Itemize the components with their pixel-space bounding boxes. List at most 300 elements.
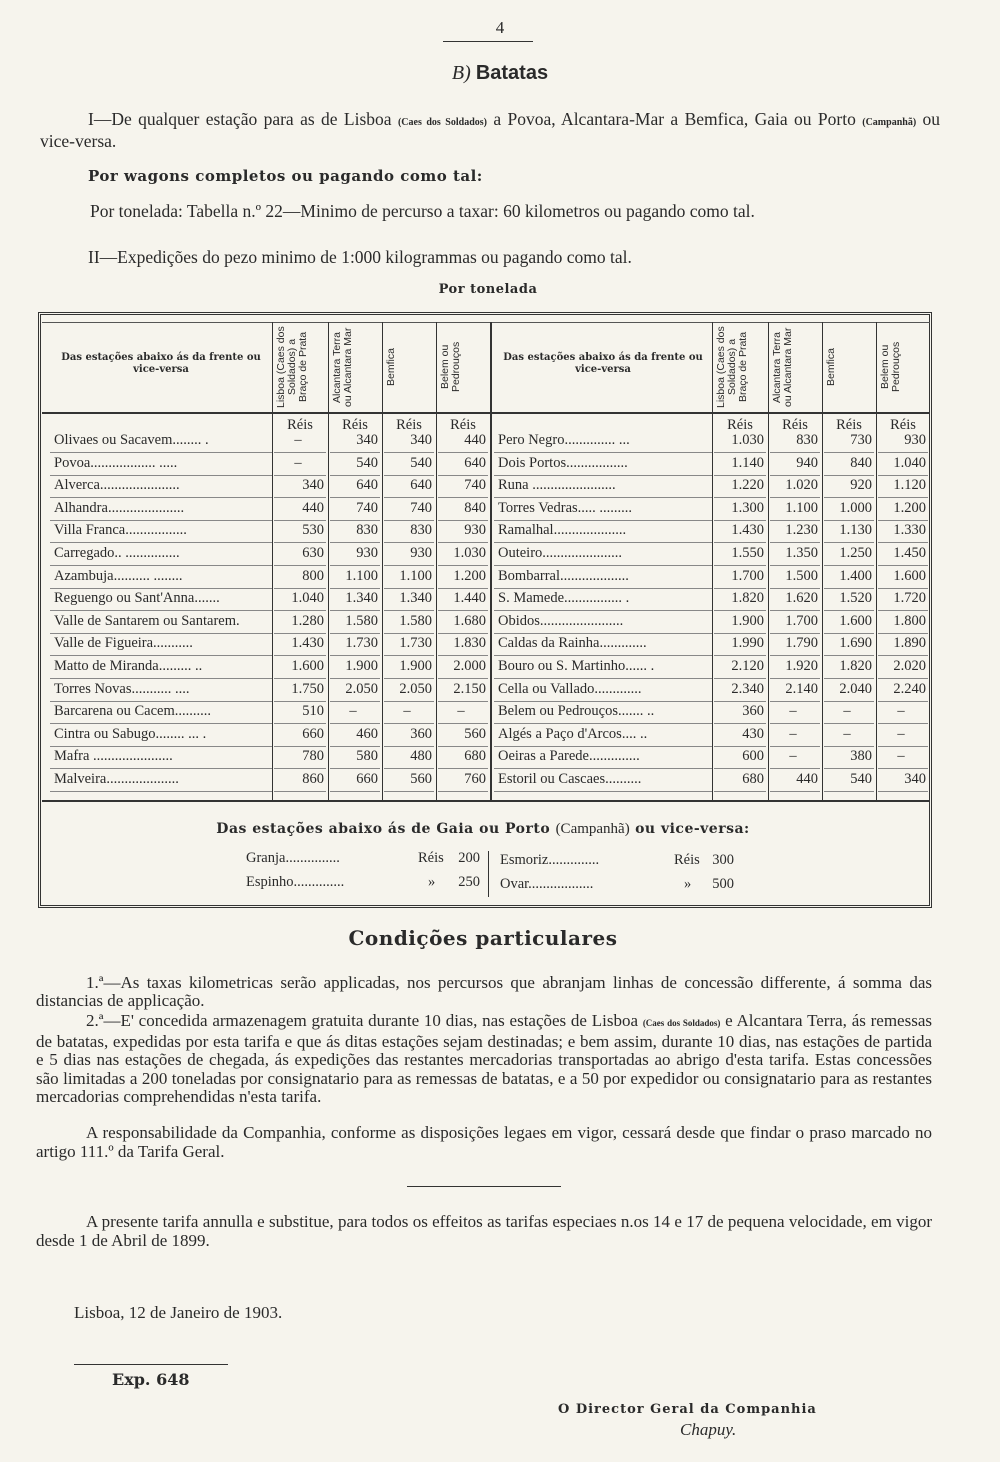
row-line-left <box>50 746 272 747</box>
cell-line-right <box>714 678 766 679</box>
rate-cell-right: 920 <box>850 477 872 494</box>
rate-cell-right: 360 <box>742 703 764 720</box>
rate-cell-right: 1.230 <box>785 522 818 539</box>
row-line-left <box>50 723 272 724</box>
cell-line-right <box>878 610 928 611</box>
cell-line-right <box>770 723 820 724</box>
unit-label-right: Réis <box>727 417 753 433</box>
annul-paragraph: A presente tarifa annulla e substitue, para todos os effeitos as tarifas especiaes n.os 14 e 17 de pequena velocidade, em vigor desde 1 de Abril de 1899. <box>36 1212 932 1250</box>
rate-cell-left: 360 <box>410 725 432 742</box>
cell-line-left <box>330 655 380 656</box>
rate-cell-left: 640 <box>410 477 432 494</box>
rate-cell-right: 1.520 <box>839 590 872 607</box>
cell-line-left <box>438 542 488 543</box>
cell-line-right <box>824 678 874 679</box>
cell-line-right <box>824 610 874 611</box>
cell-line-left <box>438 565 488 566</box>
gaia-station-name: Espinho.............. <box>246 874 345 890</box>
rate-cell-right: – <box>897 703 905 720</box>
tonelada-line: Por tonelada: Tabella n.º 22—Minimo de percurso a taxar: 60 kilometros ou pagando como tal. <box>90 201 755 221</box>
rate-cell-right: 1.820 <box>731 590 764 607</box>
rate-cell-left: 780 <box>302 748 324 765</box>
cell-line-left <box>438 746 488 747</box>
cell-line-left <box>384 497 434 498</box>
rate-cell-right: 440 <box>796 771 818 787</box>
cell-line-left <box>330 768 380 769</box>
header-top-line <box>42 322 930 323</box>
cell-line-left <box>274 588 326 589</box>
unit-label-right: Réis <box>782 417 808 433</box>
cell-line-left <box>274 791 326 792</box>
rate-cell-right: 340 <box>904 771 926 787</box>
rate-cell-left: 740 <box>410 499 432 516</box>
rate-cell-right: 1.820 <box>839 658 872 674</box>
cell-line-right <box>878 588 928 589</box>
cell-line-left <box>274 542 326 543</box>
rate-cell-left: 580 <box>356 748 378 765</box>
cell-line-left <box>384 655 434 656</box>
condition-1: 1.ª—As taxas kilometricas serão applicadas, nos percursos que abranjam linhas de concessão differente, á somma das distancias de applicação. <box>36 973 932 1010</box>
station-name-right: Ramalhal.................... <box>498 522 627 539</box>
cell-line-right <box>770 542 820 543</box>
cell-line-left <box>384 633 434 634</box>
director-title: O Director Geral da Companhia <box>558 1402 817 1417</box>
cell-line-right <box>770 497 820 498</box>
cell-line-right <box>824 452 874 453</box>
gaia-value: 250 <box>458 874 480 890</box>
station-name-left: Alverca...................... <box>54 477 180 494</box>
column-header-left-2: Bemfica <box>385 348 397 386</box>
cell-line-left <box>330 520 380 521</box>
rate-cell-right: 1.600 <box>839 612 872 629</box>
rate-cell-right: 1.300 <box>731 499 764 516</box>
rate-cell-left: 560 <box>410 771 432 787</box>
rate-cell-left: 530 <box>302 522 324 539</box>
rate-cell-left: 1.280 <box>291 612 324 629</box>
cell-line-right <box>714 610 766 611</box>
station-name-left: Valle de Figueira........... <box>54 635 193 652</box>
cell-line-right <box>878 633 928 634</box>
rate-cell-left: 1.430 <box>291 635 324 652</box>
gaia-heading: Das estações abaixo ás de Gaia ou Porto (Campanhã) ou vice-versa: <box>216 821 750 837</box>
paragraph-1: I—De qualquer estação para as de Lisboa (Caes dos Soldados) a Povoa, Alcantara-Mar a Bemfica, Gaia ou Porto (Campanhã) ou vice-versa. <box>40 109 941 151</box>
condition-2: 2.ª—E' concedida armazenagem gratuita durante 10 dias, nas estações de Lisboa (Caes dos Soldados) e Alcantara Terra, ás remessas de batatas, expedidas por esta tarifa e que ás ditas estações sejam destinadas; e bem assim, durante 10 dias, nas estações de partida e 5 dias nas estações de chegada, ás expedições das restantes mercadorias transportadas ao abrigo d'esta tarifa. Estas concessões são limitadas a 200 toneladas por consignatario para as remessas de batatas, e a 50 por expedidor ou consignatario para as restantes mercadorias comprehendidas n'esta tarifa. <box>36 1011 932 1106</box>
cell-line-right <box>714 701 766 702</box>
gaia-value: 500 <box>712 876 734 892</box>
station-name-left: Alhandra..................... <box>54 499 185 516</box>
rate-cell-right: 1.200 <box>893 499 926 516</box>
cell-line-right <box>714 452 766 453</box>
rate-cell-right: 1.690 <box>839 635 872 652</box>
station-name-right: Bouro ou S. Martinho...... . <box>498 658 655 674</box>
rate-cell-left: 480 <box>410 748 432 765</box>
rate-cell-right: 2.120 <box>731 658 764 674</box>
rate-cell-left: 1.440 <box>453 590 486 607</box>
gaia-value: 200 <box>458 850 480 866</box>
rate-cell-left: 930 <box>356 545 378 561</box>
rate-cell-left: 1.030 <box>453 545 486 561</box>
row-line-right <box>494 791 712 792</box>
rate-cell-right: 430 <box>742 725 764 742</box>
cell-line-left <box>330 452 380 453</box>
cell-line-right <box>714 497 766 498</box>
rate-cell-left: 560 <box>464 725 486 742</box>
rate-cell-left: 1.040 <box>291 590 324 607</box>
station-name-left: Mafra ...................... <box>54 748 173 765</box>
row-line-right <box>494 475 712 476</box>
row-line-right <box>494 497 712 498</box>
row-line-left <box>50 520 272 521</box>
column-header-left-0: Lisboa (Caes dos Soldados) a Braço de Prata <box>275 326 309 408</box>
col-line-left <box>490 322 492 800</box>
cell-line-right <box>714 565 766 566</box>
section-letter: B) <box>451 62 471 84</box>
cell-line-left <box>384 791 434 792</box>
condition-3: A responsabilidade da Companhia, conforme as disposições legaes em vigor, cessará desde que findar o praso marcado no artigo 111.º da Tarifa Geral. <box>36 1123 932 1161</box>
rate-cell-right: – <box>897 725 905 742</box>
rate-cell-right: 1.250 <box>839 545 872 561</box>
rate-cell-left: – <box>457 703 465 720</box>
rate-cell-left: 1.580 <box>399 612 432 629</box>
row-line-left <box>50 610 272 611</box>
cell-line-right <box>824 655 874 656</box>
rate-cell-left: 930 <box>410 545 432 561</box>
cell-line-left <box>384 475 434 476</box>
cell-line-right <box>714 723 766 724</box>
row-line-right <box>494 746 712 747</box>
rate-cell-right: 2.020 <box>893 658 926 674</box>
rate-cell-left: 460 <box>356 725 378 742</box>
rate-cell-left: 2.000 <box>453 658 486 674</box>
rate-cell-left: 440 <box>302 499 324 516</box>
rate-cell-left: 340 <box>410 432 432 448</box>
rate-cell-left: – <box>403 703 411 720</box>
rate-cell-left: – <box>294 432 302 448</box>
column-header-left-3: Belem ou Pedrouços <box>439 341 462 393</box>
rate-cell-right: 1.330 <box>893 522 926 539</box>
rate-cell-right: 1.120 <box>893 477 926 494</box>
rate-cell-right: – <box>843 725 851 742</box>
cell-line-left <box>330 588 380 589</box>
row-line-left <box>50 452 272 453</box>
body-bottom-line <box>42 800 930 802</box>
cell-line-right <box>878 655 928 656</box>
station-name-right: Dois Portos................. <box>498 454 628 471</box>
cell-line-left <box>384 452 434 453</box>
rate-cell-left: 1.830 <box>453 635 486 652</box>
column-header-right-1: Alcantara Terra ou Alcantara Mar <box>771 327 794 407</box>
cell-line-left <box>384 701 434 702</box>
rate-cell-left: 1.730 <box>399 635 432 652</box>
rate-cell-left: 1.200 <box>453 567 486 584</box>
signature: Chapuy. <box>680 1420 737 1439</box>
gaia-unit: Réis <box>418 850 444 866</box>
por-tonelada-heading: Por tonelada <box>438 282 538 297</box>
rate-cell-left: 1.900 <box>345 658 378 674</box>
rate-cell-left: 1.680 <box>453 612 486 629</box>
rate-cell-right: 1.800 <box>893 612 926 629</box>
cell-line-left <box>438 497 488 498</box>
station-name-right: Pero Negro.............. ... <box>498 432 630 448</box>
rate-cell-right: 1.500 <box>785 567 818 584</box>
rate-cell-left: 510 <box>302 703 324 720</box>
cell-line-left <box>438 588 488 589</box>
rate-cell-right: 1.550 <box>731 545 764 561</box>
cell-line-right <box>824 701 874 702</box>
station-name-right: S. Mamede................ . <box>498 590 630 607</box>
cell-line-right <box>770 520 820 521</box>
rate-cell-right: 1.000 <box>839 499 872 516</box>
column-header-right-2: Bemfica <box>825 348 837 386</box>
cell-line-left <box>274 655 326 656</box>
date-place: Lisboa, 12 de Janeiro de 1903. <box>74 1303 283 1322</box>
rate-cell-right: 1.620 <box>785 590 818 607</box>
cell-line-left <box>384 746 434 747</box>
cell-line-left <box>274 768 326 769</box>
cell-line-left <box>274 723 326 724</box>
gaia-divider <box>488 851 489 897</box>
rate-cell-left: 340 <box>302 477 324 494</box>
section-name: Batatas <box>475 62 549 84</box>
unit-label-right: Réis <box>836 417 862 433</box>
cell-line-right <box>824 475 874 476</box>
station-name-right: Bombarral................... <box>498 567 629 584</box>
gaia-unit: » <box>428 874 436 890</box>
row-line-left <box>50 678 272 679</box>
rate-cell-right: 1.100 <box>785 499 818 516</box>
rate-cell-right: 830 <box>796 432 818 448</box>
station-name-left: Povoa.................. ..... <box>54 454 178 471</box>
cell-line-right <box>770 452 820 453</box>
column-header-left-1: Alcantara Terra ou Alcantara Mar <box>331 327 354 407</box>
rate-cell-right: 1.790 <box>785 635 818 652</box>
cell-line-left <box>274 452 326 453</box>
cell-line-right <box>714 588 766 589</box>
station-name-left: Carregado.. ............... <box>54 545 180 561</box>
cell-line-right <box>714 542 766 543</box>
separator-rule <box>407 1186 561 1187</box>
unit-label-left: Réis <box>287 417 313 433</box>
rate-cell-right: 600 <box>742 748 764 765</box>
cell-line-right <box>770 610 820 611</box>
cell-line-right <box>878 746 928 747</box>
cell-line-right <box>824 565 874 566</box>
rate-cell-right: 1.920 <box>785 658 818 674</box>
station-name-left: Valle de Santarem ou Santarem. <box>54 612 240 629</box>
cell-line-right <box>878 791 928 792</box>
rate-cell-right: 540 <box>850 771 872 787</box>
conditions-title: Condições particulares <box>348 926 618 950</box>
exp-number: Exp. 648 <box>112 1370 190 1389</box>
cell-line-left <box>274 633 326 634</box>
cell-line-left <box>438 723 488 724</box>
row-line-right <box>494 723 712 724</box>
rate-cell-right: – <box>789 703 797 720</box>
rate-cell-left: 1.730 <box>345 635 378 652</box>
exp-rule <box>74 1364 228 1365</box>
cell-line-left <box>384 565 434 566</box>
cell-line-right <box>714 791 766 792</box>
rate-cell-left: 660 <box>302 725 324 742</box>
cell-line-right <box>770 588 820 589</box>
cell-line-right <box>770 768 820 769</box>
unit-label-left: Réis <box>450 417 476 433</box>
station-name-right: Torres Vedras..... ......... <box>498 499 633 516</box>
rate-cell-left: 830 <box>356 522 378 539</box>
rate-cell-right: 1.140 <box>731 454 764 471</box>
rate-cell-left: 640 <box>464 454 486 471</box>
rate-cell-left: 540 <box>410 454 432 471</box>
rate-cell-left: 1.100 <box>345 567 378 584</box>
header-left: Das estações abaixo ás da frente ou vice-versa <box>61 352 261 375</box>
row-line-right <box>494 452 712 453</box>
station-name-right: Runa ....................... <box>498 477 616 494</box>
cell-line-right <box>714 633 766 634</box>
rate-cell-right: 1.220 <box>731 477 764 494</box>
rate-cell-left: 680 <box>464 748 486 765</box>
rate-cell-right: 1.130 <box>839 522 872 539</box>
rate-cell-right: 1.900 <box>731 612 764 629</box>
station-name-right: Caldas da Rainha............. <box>498 635 647 652</box>
cell-line-left <box>330 791 380 792</box>
cell-line-right <box>878 475 928 476</box>
cell-line-right <box>878 452 928 453</box>
cell-line-left <box>274 475 326 476</box>
column-header-right-0: Lisboa (Caes dos Soldados) a Braço de Prata <box>715 326 749 408</box>
station-name-right: Algés a Paço d'Arcos.... .. <box>498 725 648 742</box>
rate-cell-right: 680 <box>742 771 764 787</box>
cell-line-right <box>878 701 928 702</box>
cell-line-right <box>824 633 874 634</box>
rate-cell-left: 630 <box>302 545 324 561</box>
rate-cell-left: 2.150 <box>453 680 486 697</box>
cell-line-left <box>274 701 326 702</box>
rate-cell-left: 840 <box>464 499 486 516</box>
unit-label-right: Réis <box>890 417 916 433</box>
rate-cell-right: 930 <box>904 432 926 448</box>
cell-line-right <box>714 768 766 769</box>
rate-cell-left: 860 <box>302 771 324 787</box>
cell-line-right <box>878 768 928 769</box>
rate-cell-left: – <box>294 454 302 471</box>
row-line-right <box>494 588 712 589</box>
station-name-left: Olivaes ou Sacavem........ . <box>54 432 209 448</box>
rate-cell-right: 730 <box>850 432 872 448</box>
rate-cell-right: 1.350 <box>785 545 818 561</box>
gaia-station-name: Esmoriz.............. <box>500 852 600 868</box>
row-line-left <box>50 791 272 792</box>
cell-line-right <box>824 542 874 543</box>
row-line-left <box>50 542 272 543</box>
rate-cell-left: – <box>349 703 357 720</box>
header-right: Das estações abaixo ás da frente ou vice-versa <box>503 352 703 375</box>
cell-line-right <box>714 655 766 656</box>
row-line-right <box>494 520 712 521</box>
cell-line-left <box>438 520 488 521</box>
rate-cell-right: 1.400 <box>839 567 872 584</box>
rate-cell-right: – <box>897 748 905 765</box>
rate-cell-left: 1.340 <box>399 590 432 607</box>
row-line-left <box>50 588 272 589</box>
rate-cell-left: 2.050 <box>399 680 432 697</box>
station-name-left: Matto de Miranda......... .. <box>54 658 203 674</box>
station-name-left: Azambuja.......... ........ <box>54 567 183 584</box>
rate-cell-right: 2.140 <box>785 680 818 697</box>
station-name-left: Malveira.................... <box>54 771 179 787</box>
cell-line-right <box>878 723 928 724</box>
cell-line-right <box>770 475 820 476</box>
cell-line-left <box>384 723 434 724</box>
cell-line-left <box>384 610 434 611</box>
cell-line-left <box>330 542 380 543</box>
station-name-right: Cella ou Vallado............. <box>498 680 642 697</box>
rate-cell-right: 1.700 <box>785 612 818 629</box>
gaia-value: 300 <box>712 852 734 868</box>
cell-line-right <box>770 565 820 566</box>
row-line-right <box>494 768 712 769</box>
cell-line-left <box>438 655 488 656</box>
rate-cell-left: 1.900 <box>399 658 432 674</box>
station-name-left: Reguengo ou Sant'Anna....... <box>54 590 220 607</box>
cell-line-left <box>274 678 326 679</box>
cell-line-left <box>330 678 380 679</box>
cell-line-left <box>330 701 380 702</box>
rate-cell-left: 1.100 <box>399 567 432 584</box>
rate-cell-left: 440 <box>464 432 486 448</box>
cell-line-right <box>878 520 928 521</box>
cell-line-right <box>878 678 928 679</box>
unit-label-left: Réis <box>342 417 368 433</box>
cell-line-left <box>330 746 380 747</box>
cell-line-right <box>824 791 874 792</box>
cell-line-right <box>770 633 820 634</box>
cell-line-left <box>384 588 434 589</box>
row-line-right <box>494 610 712 611</box>
cell-line-right <box>878 497 928 498</box>
rate-cell-right: 1.030 <box>731 432 764 448</box>
rate-cell-right: 1.450 <box>893 545 926 561</box>
cell-line-left <box>330 565 380 566</box>
cell-line-right <box>770 655 820 656</box>
rate-cell-left: 1.750 <box>291 680 324 697</box>
cell-line-right <box>770 678 820 679</box>
rate-cell-right: 1.600 <box>893 567 926 584</box>
rate-cell-left: 1.340 <box>345 590 378 607</box>
station-name-right: Belem ou Pedrouços....... .. <box>498 703 655 720</box>
station-name-right: Estoril ou Cascaes.......... <box>498 771 642 787</box>
header-bottom-line <box>42 412 930 414</box>
cell-line-left <box>384 542 434 543</box>
cell-line-left <box>384 768 434 769</box>
cell-line-right <box>770 701 820 702</box>
row-line-left <box>50 768 272 769</box>
rate-cell-left: 540 <box>356 454 378 471</box>
rate-cell-left: 800 <box>302 567 324 584</box>
cell-line-left <box>438 610 488 611</box>
row-line-left <box>50 633 272 634</box>
rate-cell-right: 1.890 <box>893 635 926 652</box>
station-name-left: Villa Franca................. <box>54 522 187 539</box>
paragraph-2: II—Expedições do pezo minimo de 1:000 kilogrammas ou pagando como tal. <box>88 247 632 267</box>
rate-cell-left: 1.580 <box>345 612 378 629</box>
cell-line-left <box>274 565 326 566</box>
cell-line-right <box>824 520 874 521</box>
row-line-right <box>494 655 712 656</box>
row-line-left <box>50 475 272 476</box>
cell-line-right <box>878 565 928 566</box>
rate-cell-right: 940 <box>796 454 818 471</box>
cell-line-right <box>824 768 874 769</box>
